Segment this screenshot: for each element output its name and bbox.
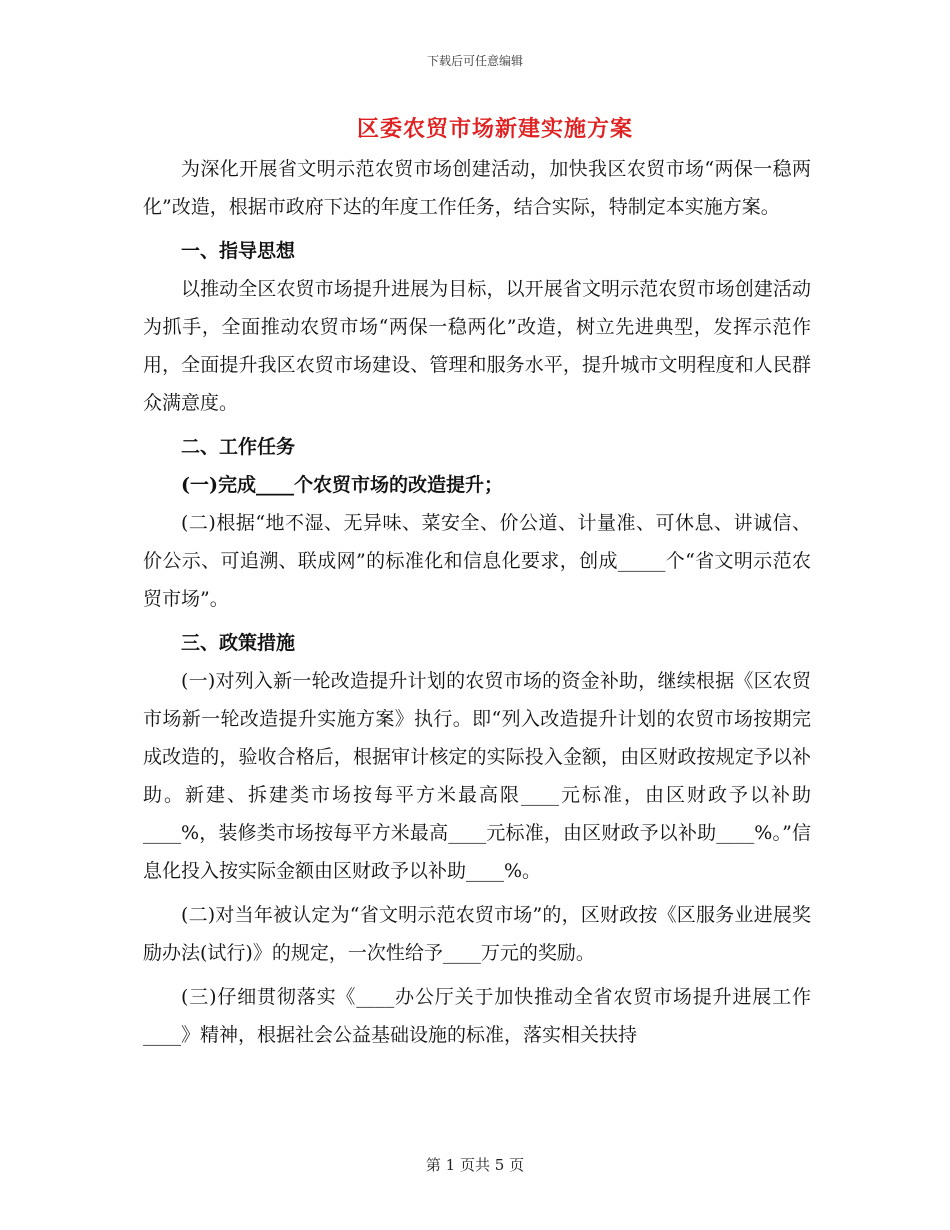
policy-measure-2: (二)对当年被认定为“省文明示范农贸市场”的，区财政按《区服务业进展奖励办法(试行)》的规定，一次性给予____万元的奖励。 — [143, 904, 811, 964]
section-heading-guiding-thought: 一、指导思想 — [181, 240, 296, 262]
document-body — [143, 150, 811, 1054]
section-heading-policy-measures: 三、政策措施 — [181, 632, 296, 654]
work-task-item-2: (二)根据“地不湿、无异味、菜安全、价公道、计量准、可休息、讲诚信、价公示、可追溯、联成网”的标准化和信息化要求，创成_____个“省文明示范农贸市场”。 — [143, 512, 811, 610]
page-number: 第 1 页共 5 页 — [425, 1156, 525, 1174]
work-task-item-1: (一)完成____个农贸市场的改造提升； — [181, 474, 503, 496]
policy-measure-3: (三)仔细贯彻落实《____办公厅关于加快推动全省农贸市场提升进展工作____》精神，根据社会公益基础设施的标准，落实相关扶持 — [143, 986, 811, 1046]
section-heading-work-tasks: 二、工作任务 — [181, 436, 296, 458]
guiding-thought-paragraph: 以推动全区农贸市场提升进展为目标，以开展省文明示范农贸市场创建活动为抓手，全面推动农贸市场“两保一稳两化”改造，树立先进典型，发挥示范作用，全面提升我区农贸市场建设、管理和服务水平，提升城市文明程度和人民群众满意度。 — [143, 278, 811, 414]
intro-paragraph: 为深化开展省文明示范农贸市场创建活动，加快我区农贸市场“两保一稳两化”改造，根据市政府下达的年度工作任务，结合实际，特制定本实施方案。 — [143, 158, 811, 218]
policy-measure-1: (一)对列入新一轮改造提升计划的农贸市场的资金补助，继续根据《区农贸市场新一轮改造提升实施方案》执行。即“列入改造提升计划的农贸市场按期完成改造的，验收合格后，根据审计核定的实际投入金额，由区财政按规定予以补助。新建、拆建类市场按每平方米最高限____元标准，由区财政予以补助____%，装修类市场按每平方米最高____元标准，由区财政予以补助____%。”信息化投入按实际金额由区财政予以补助____%。 — [143, 670, 811, 882]
document-title: 区委农贸市场新建实施方案 — [356, 116, 633, 142]
page-header-note: 下载后可任意编辑 — [426, 54, 523, 68]
